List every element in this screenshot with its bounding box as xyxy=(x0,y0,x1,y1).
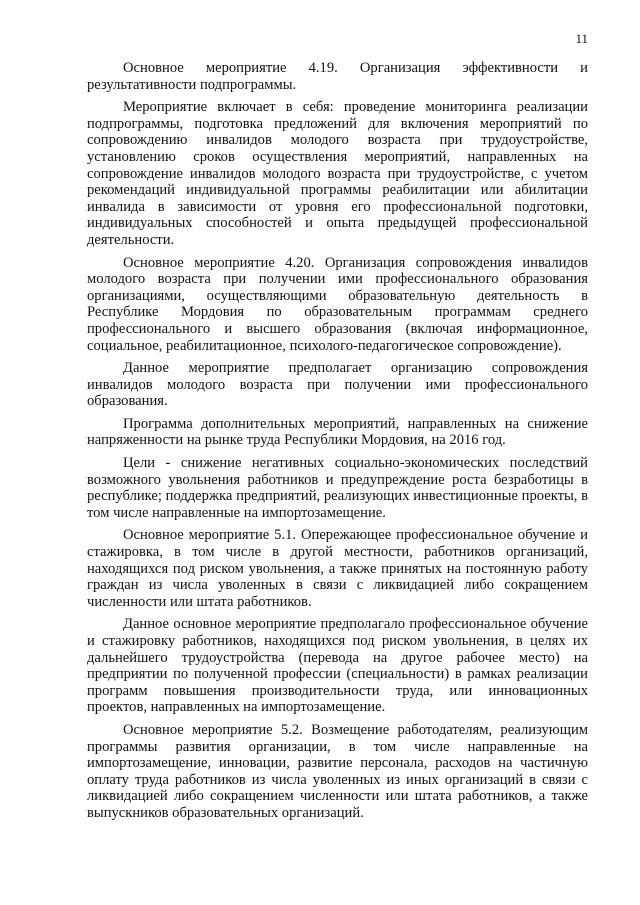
page-number: 11 xyxy=(575,31,588,46)
paragraph: Основное мероприятие 4.19. Организация эффективности и результативности подпрограммы. xyxy=(87,60,588,93)
paragraph: Основное мероприятие 5.2. Возмещение работодателям, реализующим программы развития организации, в том числе направленные на импортозамещение, инновации, развитие персонала, расходов на частичную оплату труда работников из числа уволенных из иных организаций в связи с ликвидацией либо сокращением численности или штата работников, а также выпускников образовательных организаций. xyxy=(87,721,588,821)
paragraph: Основное мероприятие 5.1. Опережающее профессиональное обучение и стажировка, в том числе в другой местности, работников организаций, находящихся под риском увольнения, а также принятых на постоянную работу граждан из числа уволенных в связи с ликвидацией либо сокращением численности или штата работников. xyxy=(87,527,588,610)
paragraph: Основное мероприятие 4.20. Организация сопровождения инвалидов молодого возраста при получении ими профессионального образования организациями, осуществляющими образовательную деятельность в Республике Мордовия по образовательным программам среднего профессионального и высшего образования (включая информационное, социальное, реабилитационное, психолого-педагогическое сопровождение). xyxy=(87,254,588,354)
document-body xyxy=(87,60,588,828)
paragraph: Цели - снижение негативных социально-экономических последствий возможного увольнения работников и предупреждение роста безработицы в республике; поддержка предприятий, реализующих инвестиционные проекты, в том числе направленные на импортозамещение. xyxy=(87,455,588,521)
paragraph: Программа дополнительных мероприятий, направленных на снижение напряженности на рынке труда Республики Мордовия, на 2016 год. xyxy=(87,415,588,449)
paragraph: Мероприятие включает в себя: проведение мониторинга реализации подпрограммы, подготовка предложений для включения мероприятий по сопровождению инвалидов молодого возраста при трудоустройстве, установлению сроков осуществления мероприятий, направленных на сопровождение инвалидов молодого возраста при трудоустройстве, с учетом рекомендаций индивидуальной программы реабилитации или абилитации инвалида в зависимости от уровня его профессиональной подготовки, индивидуальных способностей и опыта предыдущей профессиональной деятельности. xyxy=(87,99,588,248)
paragraph: Данное основное мероприятие предполагало профессиональное обучение и стажировку работников, находящихся под риском увольнения, в целях их дальнейшего трудоустройства (перевода на другое рабочее место) на предприятии по полученной профессии (специальности) в рамках реализации программ повышения производительности труда, или инновационных проектов, направленных на импортозамещение. xyxy=(87,616,588,716)
paragraph: Данное мероприятие предполагает организацию сопровождения инвалидов молодого возраста при получении ими профессионального образования. xyxy=(87,360,588,410)
